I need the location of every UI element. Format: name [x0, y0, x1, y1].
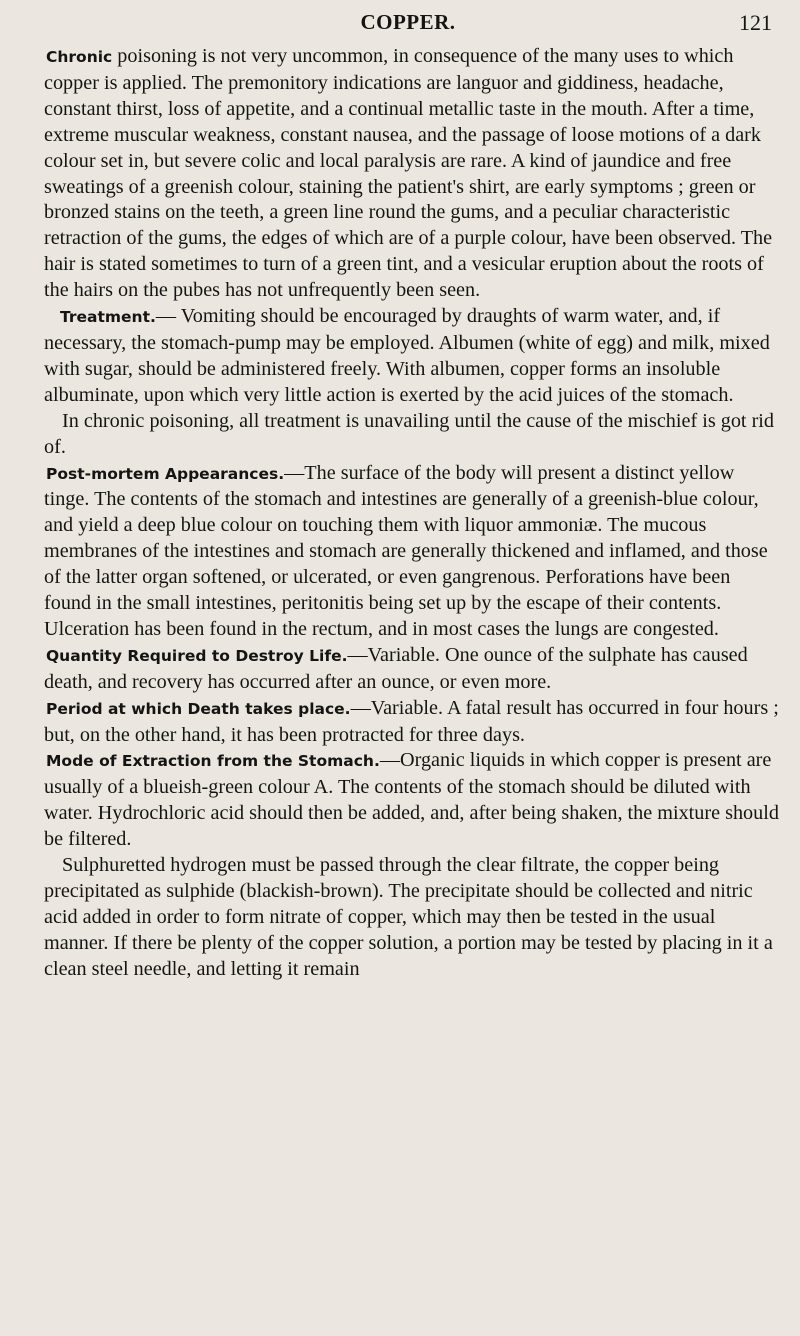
treatment-paragraph: [44, 304, 782, 409]
post-mortem-text: —The surface of the body will present a distinct yellow tinge. The contents of the stomach and intestines are generally of a greenish-blue colour, and yield a deep blue colour on touching them with liquor ammoniæ. The mucous membranes of the intestines and stomach are generally thickened and inflamed, and those of the latter organ softened, or ulcerated, or even gangrenous. Perforations have been found in the small intestines, peritonitis being set up by the escape of their contents. Ulceration has been found in the rectum, and in most cases the lungs are congested.: [44, 461, 768, 640]
running-title: COPPER.: [360, 10, 456, 34]
period-text: —Variable. A fatal result has occurred in four hours ; but, on the other hand, it has been protracted for three days.: [44, 696, 779, 746]
post-mortem-paragraph: [44, 461, 782, 643]
chronic-treatment-text: In chronic poisoning, all treatment is unavailing until the cause of the mischief is got rid of.: [44, 409, 775, 458]
period-paragraph: [44, 696, 782, 749]
extraction-heading: Mode of Extraction from the Stomach.: [46, 752, 380, 771]
page-body: [44, 44, 782, 983]
period-heading: Period at which Death takes place.: [46, 699, 351, 718]
sulphuretted-paragraph: [44, 853, 782, 983]
extraction-text: —Organic liquids in which copper is present are usually of a blueish-green colour A. The contents of the stomach should be diluted with water. Hydrochloric acid should then be added, and, after being shaken, the mixture should be filtered.: [44, 749, 779, 851]
chronic-heading: Chronic: [46, 48, 113, 66]
page-number: 121: [739, 10, 772, 35]
chronic-text: poisoning is not very uncommon, in consequence of the many uses to which copper is applied. The premonitory indications are languor and giddiness, headache, constant thirst, loss of appetite, and a continual metallic taste in the mouth. After a time, extreme muscular weakness, constant nausea, and the passage of loose motions of a dark colour set in, but severe colic and local paralysis are rare. A kind of jaundice and free sweatings of a greenish colour, staining the patient's shirt, are early symptoms ; green or bronzed stains on the teeth, a green line round the gums, and a peculiar characteristic retraction of the gums, the edges of which are of a purple colour, have been observed. The hair is stated sometimes to turn of a green tint, and a vesicular eruption about the roots of the hairs on the pubes has not unfrequently been seen.: [44, 45, 773, 302]
treatment-text: — Vomiting should be encouraged by draughts of warm water, and, if necessary, the stomach-pump may be employed. Albumen (white of egg) and milk, mixed with sugar, should be administered freely. With albumen, copper forms an insoluble albuminate, upon which very little action is exerted by the acid juices of the stomach.: [44, 305, 770, 406]
extraction-paragraph: [44, 748, 782, 853]
chronic-paragraph: [44, 44, 782, 304]
sulphuretted-text: Sulphuretted hydrogen must be passed through the clear filtrate, the copper being precipitated as sulphide (blackish-brown). The precipitate should be collected and nitric acid added in order to form nitrate of copper, which may then be tested in the usual manner. If there be plenty of the copper solution, a portion may be tested by placing in it a clean steel needle, and letting it remain: [44, 854, 773, 980]
quantity-text: —Variable. One ounce of the sulphate has caused death, and recovery has occurred after an ounce, or even more.: [44, 643, 748, 693]
post-mortem-heading: Post-mortem Appearances.: [46, 464, 285, 483]
quantity-heading: Quantity Required to Destroy Life.: [46, 646, 348, 665]
running-header: [44, 10, 772, 38]
treatment-heading: Treatment.: [60, 308, 156, 327]
quantity-paragraph: [44, 643, 782, 696]
chronic-treatment-paragraph: [44, 409, 782, 461]
